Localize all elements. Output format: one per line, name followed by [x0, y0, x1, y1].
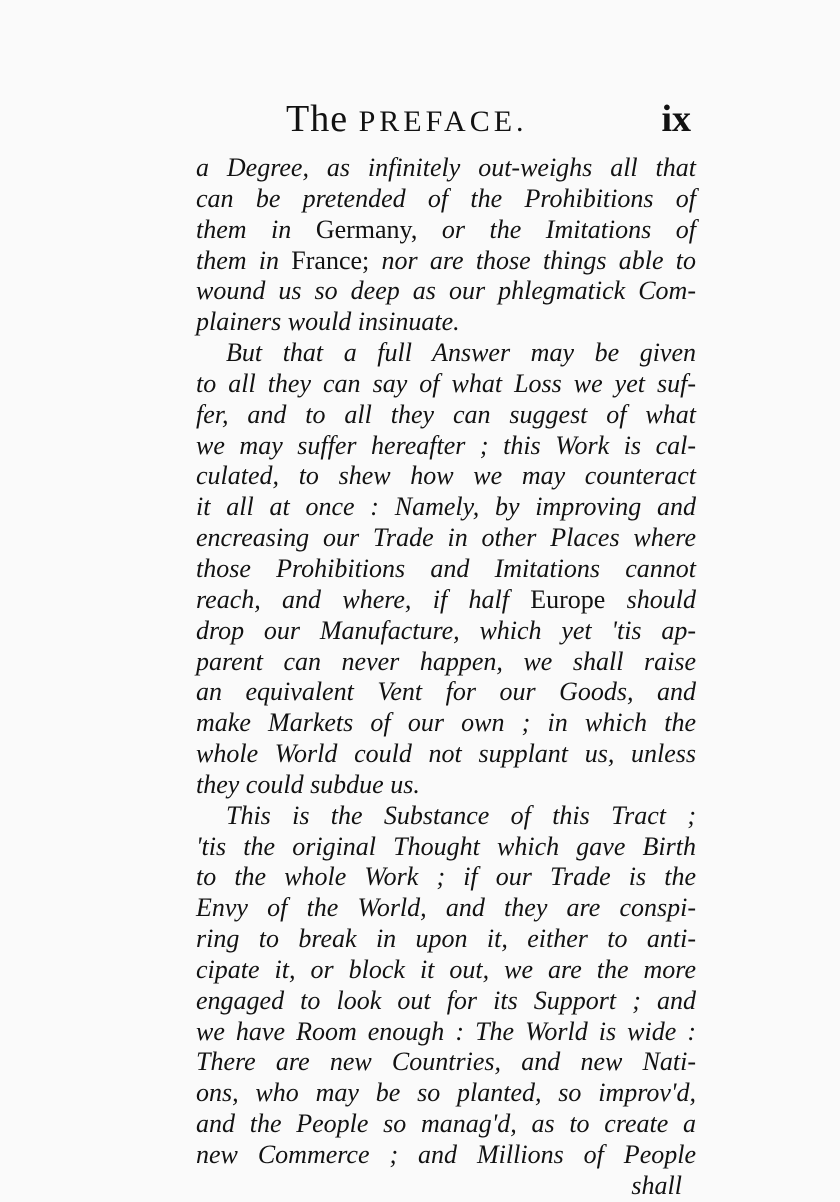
text-segment: them in [196, 245, 292, 275]
text-segment: culated, to shew how we may counteract [196, 461, 696, 491]
text-segment: to all they can say of what Loss we yet suf- [196, 368, 696, 398]
running-title-prefix: The [286, 98, 349, 140]
text-segment: This is the Substance of this Tract ; [226, 800, 696, 830]
text-line [196, 955, 696, 986]
roman-word: France; [291, 245, 370, 275]
text-line [196, 184, 696, 215]
text-segment: those Prohibitions and Imitations cannot [196, 553, 696, 583]
text-segment: fer, and to all they can suggest of what [196, 399, 696, 429]
text-line [196, 739, 696, 770]
text-segment: ring to break in upon it, either to anti- [196, 924, 696, 954]
text-line [196, 647, 696, 678]
text-line [196, 832, 696, 863]
text-line [196, 1078, 696, 1109]
text-segment: 'tis the original Thought which gave Birth [196, 831, 696, 861]
text-segment: reach, and where, if half [196, 584, 531, 614]
text-segment: But that a full Answer may be given [226, 338, 696, 368]
text-segment: or the Imitations of [417, 214, 697, 244]
text-segment: can be pretended of the Prohibitions of [196, 183, 696, 213]
text-line [196, 677, 696, 708]
text-segment: Envy of the World, and they are conspi- [196, 893, 696, 923]
text-line [196, 1017, 696, 1048]
text-segment: nor are those things able to [369, 245, 697, 275]
text-segment: whole World could not supplant us, unless [196, 739, 696, 769]
text-line [196, 616, 696, 647]
text-segment: it all at once : Namely, by improving and [196, 492, 696, 522]
text-line [196, 492, 696, 523]
text-segment: new Commerce ; and Millions of People [196, 1140, 696, 1169]
text-line [196, 554, 696, 585]
text-line [196, 585, 696, 616]
text-line [196, 400, 696, 431]
text-line [196, 431, 696, 462]
text-line [196, 1047, 696, 1078]
text-segment: and the People so manag'd, as to create a [196, 1109, 696, 1139]
running-title [286, 97, 528, 141]
text-segment: we have Room enough : The World is wide : [196, 1016, 696, 1046]
text-segment: engaged to look out for its Support ; and [196, 985, 696, 1015]
body-text [196, 153, 696, 1202]
text-segment: encreasing our Trade in other Places where [196, 523, 696, 553]
text-line [196, 862, 696, 893]
text-line [196, 307, 696, 338]
text-segment: There are new Countries, and new Nati- [196, 1047, 696, 1077]
text-segment: they could subdue us. [196, 769, 420, 799]
running-title-main: PREFACE. [358, 105, 528, 138]
text-line [196, 924, 696, 955]
text-segment: a Degree, as infinitely out-weighs all that [196, 153, 696, 182]
text-segment: ons, who may be so planted, so improv'd, [196, 1078, 696, 1108]
text-segment: parent can never happen, we shall raise [196, 646, 696, 676]
text-line [196, 369, 696, 400]
text-segment: an equivalent Vent for our Goods, and [196, 677, 696, 707]
text-segment: make Markets of our own ; in which the [196, 708, 696, 738]
text-line [196, 708, 696, 739]
text-line [196, 276, 696, 307]
text-segment: we may suffer hereafter ; this Work is cal- [196, 430, 696, 460]
text-line [196, 893, 696, 924]
text-line [196, 1109, 696, 1140]
text-segment: drop our Manufacture, which yet 'tis ap- [196, 615, 696, 645]
text-segment: wound us so deep as our phlegmatick Com- [196, 276, 696, 306]
text-segment: should [605, 584, 697, 614]
text-line [196, 461, 696, 492]
text-segment: cipate it, or block it out, we are the more [196, 954, 696, 984]
text-line [196, 986, 696, 1017]
page-header [286, 97, 691, 153]
page-number: ix [661, 98, 691, 140]
text-line [196, 801, 696, 832]
text-line [196, 338, 696, 369]
text-segment: to the whole Work ; if our Trade is the [196, 862, 696, 892]
text-segment: them in [196, 214, 316, 244]
text-line [196, 246, 696, 277]
catchword: shall [631, 1170, 682, 1200]
roman-word: Europe [530, 584, 606, 614]
text-line [196, 1140, 696, 1171]
text-line [196, 770, 696, 801]
roman-word: Germany, [315, 214, 418, 244]
text-line [196, 215, 696, 246]
text-segment: plainers would insinuate. [196, 307, 460, 337]
text-line [196, 523, 696, 554]
text-line [196, 153, 696, 184]
